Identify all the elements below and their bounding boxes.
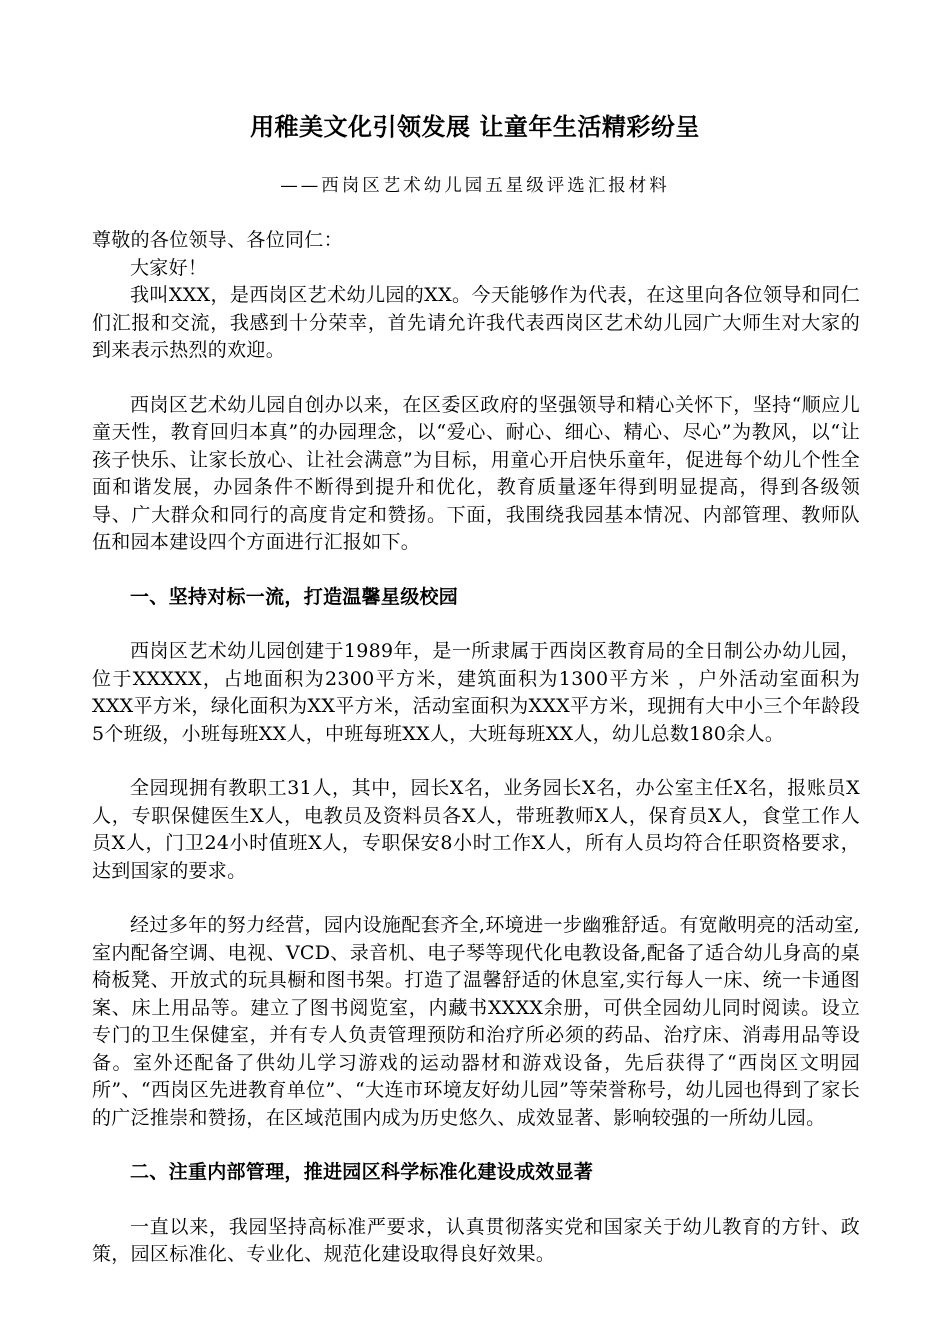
section-heading-2: 二、注重内部管理，推进园区科学标准化建设成效显著 (130, 1161, 594, 1183)
paragraph-section2-intro: 一直以来，我园坚持高标准严要求，认真贯彻落实党和国家关于幼儿教育的方针、政策，园区标准化、专业化、规范化建设取得良好效果。 (92, 1215, 860, 1265)
paragraph-section1-facilities: 经过多年的努力经营，园内设施配套齐全,环境进一步幽雅舒适。有宽敞明亮的活动室,室内配备空调、电视、VCD、录音机、电子琴等现代化电教设备,配备了适合幼儿身高的桌椅板凳、开放式的玩具橱和图书架。打造了温馨舒适的休息室,实行每人一床、统一卡通图案、床上用品等。建立了图书阅览室，内藏书XXXX余册，可供全园幼儿同时阅读。设立专门的卫生保健室，并有专人负责管理预防和治疗所必须的药品、治疗床、消毒用品等设备。室外还配备了供幼儿学习游戏的运动器材和游戏设备，先后获得了“西岗区文明园所”、“西岗区先进教育单位”、“大连市环境友好幼儿园”等荣誉称号，幼儿园也得到了家长的广泛推崇和赞扬，在区域范围内成为历史悠久、成效显著、影响较强的一所幼儿园。 (92, 914, 860, 1129)
paragraph-section1-basic: 西岗区艺术幼儿园创建于1989年，是一所隶属于西岗区教育局的全日制公办幼儿园，位于XXXXX，占地面积为2300平方米，建筑面积为1300平方米 ，户外活动室面积为XXX平方米，绿化面积为XX平方米，活动室面积为XXX平方米，现拥有大中小三个年龄段5个班级，小班每班XX人，中班每班XX人，大班每班XX人，幼儿总数180余人。 (92, 640, 860, 745)
paragraph-section1-staff: 全园现拥有教职工31人，其中，园长X名，业务园长X名，办公室主任X名，报账员X人，专职保健医生X人，电教员及资料员各X人，带班教师X人，保育员X人，食堂工作人员X人，门卫24小时值班X人，专职保安8小时工作X人，所有人员均符合任职资格要求，达到国家的要求。 (92, 777, 860, 882)
salutation: 尊敬的各位领导、各位同仁： (92, 229, 343, 251)
paragraph-intro: 我叫XXX，是西岗区艺术幼儿园的XX。今天能够作为代表，在这里向各位领导和同仁们汇报和交流，我感到十分荣幸，首先请允许我代表西岗区艺术幼儿园广大师生对大家的到来表示热烈的欢迎。 (92, 284, 860, 361)
document-body (92, 227, 860, 1269)
paragraph-overview: 西岗区艺术幼儿园自创办以来，在区委区政府的坚强领导和精心关怀下，坚持“顺应儿童天性，教育回归本真”的办园理念，以“爱心、耐心、细心、精心、尽心”为教风，以“让孩子快乐、让家长放心、让社会满意”为目标，用童心开启快乐童年，促进每个幼儿个性全面和谐发展，办园条件不断得到提升和优化，教育质量逐年得到明显提高，得到各级领导、广大群众和同行的高度肯定和赞扬。下面，我围绕我园基本情况、内部管理、教师队伍和园本建设四个方面进行汇报如下。 (92, 393, 860, 553)
document-title: 用稚美文化引领发展 让童年生活精彩纷呈 (250, 113, 700, 141)
section-heading-1: 一、坚持对标一流，打造温馨星级校园 (130, 585, 459, 608)
document-subtitle: ——西岗区艺术幼儿园五星级评选汇报材料 (280, 176, 670, 196)
greeting: 大家好！ (130, 256, 208, 279)
